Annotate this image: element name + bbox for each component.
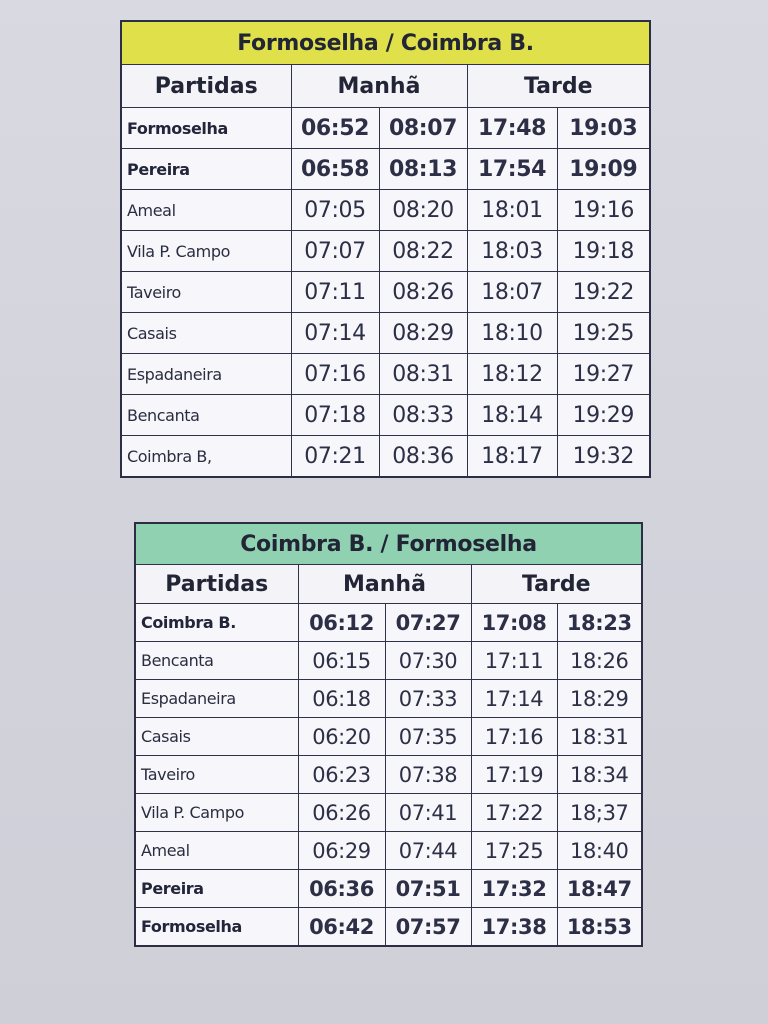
table-row bbox=[135, 680, 642, 718]
departure-time: 07:14 bbox=[291, 313, 379, 354]
departure-time: 18:10 bbox=[467, 313, 557, 354]
stop-name: Casais bbox=[121, 313, 291, 354]
departure-time: 17:48 bbox=[467, 108, 557, 149]
stop-name: Taveiro bbox=[135, 756, 298, 794]
table-row bbox=[121, 436, 650, 478]
departure-time: 18:47 bbox=[557, 870, 642, 908]
departure-time: 08:29 bbox=[379, 313, 467, 354]
departure-time: 17:54 bbox=[467, 149, 557, 190]
stop-name: Pereira bbox=[135, 870, 298, 908]
departure-time: 17:19 bbox=[471, 756, 557, 794]
departure-time: 07:51 bbox=[385, 870, 471, 908]
table-row bbox=[135, 718, 642, 756]
departure-time: 19:16 bbox=[557, 190, 650, 231]
departure-time: 06:29 bbox=[298, 832, 385, 870]
table-row bbox=[135, 870, 642, 908]
departure-time: 18:31 bbox=[557, 718, 642, 756]
departure-time: 18:23 bbox=[557, 604, 642, 642]
table-row bbox=[135, 908, 642, 947]
departure-time: 19:03 bbox=[557, 108, 650, 149]
timetable-body bbox=[135, 604, 642, 947]
departure-time: 07:07 bbox=[291, 231, 379, 272]
table-row bbox=[121, 272, 650, 313]
departure-time: 18:53 bbox=[557, 908, 642, 947]
departure-time: 19:25 bbox=[557, 313, 650, 354]
departure-time: 06:36 bbox=[298, 870, 385, 908]
departure-time: 08:31 bbox=[379, 354, 467, 395]
stop-name: Vila P. Campo bbox=[121, 231, 291, 272]
timetable-title: Formoselha / Coimbra B. bbox=[121, 21, 650, 65]
departure-time: 07:21 bbox=[291, 436, 379, 478]
departure-time: 07:30 bbox=[385, 642, 471, 680]
departure-time: 18:29 bbox=[557, 680, 642, 718]
departure-time: 17:11 bbox=[471, 642, 557, 680]
departure-time: 07:44 bbox=[385, 832, 471, 870]
departure-time: 18:03 bbox=[467, 231, 557, 272]
departure-time: 07:38 bbox=[385, 756, 471, 794]
stop-name: Formoselha bbox=[135, 908, 298, 947]
departure-time: 17:14 bbox=[471, 680, 557, 718]
departure-time: 07:05 bbox=[291, 190, 379, 231]
stop-name: Coimbra B. bbox=[135, 604, 298, 642]
departure-time: 19:09 bbox=[557, 149, 650, 190]
departure-time: 08:33 bbox=[379, 395, 467, 436]
departure-time: 17:38 bbox=[471, 908, 557, 947]
departure-time: 18;37 bbox=[557, 794, 642, 832]
departure-time: 19:22 bbox=[557, 272, 650, 313]
departure-time: 06:23 bbox=[298, 756, 385, 794]
column-header-manha: Manhã bbox=[291, 65, 467, 108]
stop-name: Bencanta bbox=[135, 642, 298, 680]
column-header-partidas: Partidas bbox=[135, 565, 298, 604]
departure-time: 19:32 bbox=[557, 436, 650, 478]
table-row bbox=[135, 604, 642, 642]
stop-name: Espadaneira bbox=[135, 680, 298, 718]
column-header-manha: Manhã bbox=[298, 565, 471, 604]
departure-time: 06:26 bbox=[298, 794, 385, 832]
departure-time: 19:18 bbox=[557, 231, 650, 272]
departure-time: 18:12 bbox=[467, 354, 557, 395]
column-header-tarde: Tarde bbox=[467, 65, 650, 108]
table-row bbox=[135, 832, 642, 870]
departure-time: 07:27 bbox=[385, 604, 471, 642]
stop-name: Pereira bbox=[121, 149, 291, 190]
departure-time: 18:26 bbox=[557, 642, 642, 680]
table-row bbox=[135, 642, 642, 680]
column-header-partidas: Partidas bbox=[121, 65, 291, 108]
table-row bbox=[121, 354, 650, 395]
table-row bbox=[121, 149, 650, 190]
departure-time: 06:18 bbox=[298, 680, 385, 718]
stop-name: Espadaneira bbox=[121, 354, 291, 395]
departure-time: 17:22 bbox=[471, 794, 557, 832]
departure-time: 18:34 bbox=[557, 756, 642, 794]
departure-time: 08:07 bbox=[379, 108, 467, 149]
table-row bbox=[121, 108, 650, 149]
stop-name: Vila P. Campo bbox=[135, 794, 298, 832]
stop-name: Taveiro bbox=[121, 272, 291, 313]
departure-time: 18:01 bbox=[467, 190, 557, 231]
departure-time: 17:25 bbox=[471, 832, 557, 870]
departure-time: 06:52 bbox=[291, 108, 379, 149]
departure-time: 17:16 bbox=[471, 718, 557, 756]
departure-time: 19:27 bbox=[557, 354, 650, 395]
departure-time: 08:20 bbox=[379, 190, 467, 231]
timetable-sheet bbox=[118, 18, 653, 998]
stop-name: Ameal bbox=[135, 832, 298, 870]
timetable-title: Coimbra B. / Formoselha bbox=[135, 523, 642, 565]
departure-time: 06:15 bbox=[298, 642, 385, 680]
timetable-body bbox=[121, 108, 650, 478]
departure-time: 06:58 bbox=[291, 149, 379, 190]
departure-time: 17:08 bbox=[471, 604, 557, 642]
table-row bbox=[135, 756, 642, 794]
departure-time: 08:26 bbox=[379, 272, 467, 313]
departure-time: 19:29 bbox=[557, 395, 650, 436]
departure-time: 18:14 bbox=[467, 395, 557, 436]
departure-time: 06:42 bbox=[298, 908, 385, 947]
departure-time: 06:20 bbox=[298, 718, 385, 756]
departure-time: 07:11 bbox=[291, 272, 379, 313]
departure-time: 07:18 bbox=[291, 395, 379, 436]
departure-time: 07:57 bbox=[385, 908, 471, 947]
departure-time: 18:17 bbox=[467, 436, 557, 478]
table-row bbox=[121, 231, 650, 272]
timetable-formoselha-coimbra bbox=[120, 20, 651, 478]
departure-time: 06:12 bbox=[298, 604, 385, 642]
stop-name: Coimbra B, bbox=[121, 436, 291, 478]
stop-name: Bencanta bbox=[121, 395, 291, 436]
departure-time: 07:35 bbox=[385, 718, 471, 756]
departure-time: 18:07 bbox=[467, 272, 557, 313]
table-row bbox=[135, 794, 642, 832]
departure-time: 18:40 bbox=[557, 832, 642, 870]
stop-name: Formoselha bbox=[121, 108, 291, 149]
departure-time: 17:32 bbox=[471, 870, 557, 908]
departure-time: 07:16 bbox=[291, 354, 379, 395]
departure-time: 07:41 bbox=[385, 794, 471, 832]
departure-time: 08:22 bbox=[379, 231, 467, 272]
departure-time: 08:36 bbox=[379, 436, 467, 478]
table-row bbox=[121, 395, 650, 436]
table-row bbox=[121, 313, 650, 354]
column-header-tarde: Tarde bbox=[471, 565, 642, 604]
departure-time: 07:33 bbox=[385, 680, 471, 718]
departure-time: 08:13 bbox=[379, 149, 467, 190]
timetable-coimbra-formoselha bbox=[134, 522, 643, 947]
stop-name: Ameal bbox=[121, 190, 291, 231]
stop-name: Casais bbox=[135, 718, 298, 756]
table-row bbox=[121, 190, 650, 231]
